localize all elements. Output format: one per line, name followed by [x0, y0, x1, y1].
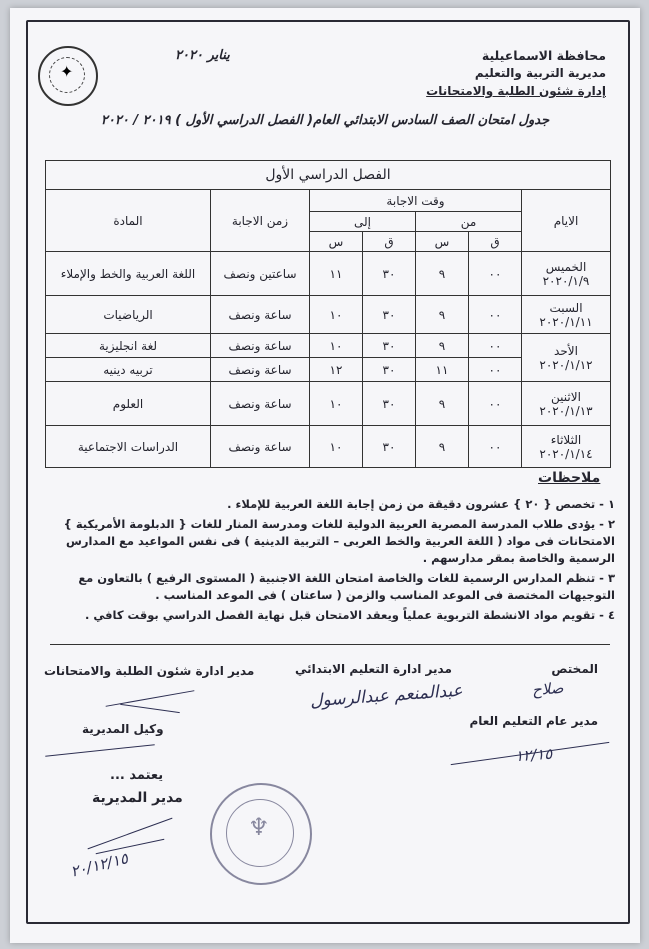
- document-page: [10, 8, 640, 943]
- subject-cell: تربيه دينيه: [46, 358, 211, 382]
- head-signature-date: ٢٠/١٢/١٥: [68, 849, 130, 881]
- to-hours-cell: ١١: [310, 252, 363, 296]
- duration-cell: ساعة ونصف: [211, 296, 310, 334]
- to-hours-cell: ١٠: [310, 334, 363, 358]
- to-minutes-cell: ٣٠: [363, 334, 416, 358]
- eagle-icon: ♆: [248, 813, 270, 841]
- from-minutes-cell: ٠٠: [469, 426, 522, 468]
- from-hours-cell: ٩: [416, 252, 469, 296]
- col-to-hours: س: [310, 232, 363, 252]
- general-director-signature: ١٢/١٥: [514, 744, 553, 766]
- day-cell: الخميس ٢٠٢٠/١/٩: [522, 252, 611, 296]
- duration-cell: ساعة ونصف: [211, 426, 310, 468]
- governorate-name: محافظة الاسماعيلية: [481, 48, 606, 63]
- from-minutes-cell: ٠٠: [469, 334, 522, 358]
- subject-cell: الدراسات الاجتماعية: [46, 426, 211, 468]
- notes-title: ملاحظات: [538, 470, 601, 486]
- table-row: [46, 382, 611, 426]
- directorate-name: مديرية التربية والتعليم: [474, 66, 606, 80]
- from-minutes-cell: ٠٠: [469, 358, 522, 382]
- to-minutes-cell: ٣٠: [363, 382, 416, 426]
- specialist-signature: صلاح: [531, 678, 564, 700]
- subject-cell: العلوم: [46, 382, 211, 426]
- from-minutes-cell: ٠٠: [469, 296, 522, 334]
- col-from: من: [416, 212, 522, 232]
- affairs-director-label: مدير ادارة شئون الطلبة والامتحانات: [44, 664, 255, 678]
- table-row: [46, 426, 611, 468]
- document-date: يناير ٢٠٢٠: [175, 48, 230, 63]
- directorate-head-label: مدير المديرية: [92, 790, 183, 806]
- table-row: [46, 252, 611, 296]
- from-hours-cell: ٩: [416, 426, 469, 468]
- subject-cell: الرياضيات: [46, 296, 211, 334]
- to-hours-cell: ١٠: [310, 426, 363, 468]
- exam-schedule-table: [45, 160, 611, 468]
- duration-cell: ساعتين ونصف: [211, 252, 310, 296]
- col-from-minutes: ق: [469, 232, 522, 252]
- specialist-label: المختص: [551, 662, 598, 676]
- notes-list: [50, 496, 615, 627]
- department-name: إدارة شئون الطلبة والامتحانات: [426, 84, 606, 98]
- note-item: ٣ - تنظم المدارس الرسمية للغات والخاصة امتحان اللغة الاجنبية ( المستوى الرفيع ) بالتعاون مع التوجيهات المختصة فى الموعد المناسب والزمن ( ساعتان ) فى الموعد المناسب .: [78, 571, 615, 602]
- note-item: ٢ - يؤدى طلاب المدرسة المصرية العربية الدولية للغات ومدرسة المنار للغات { الدبلومة الأمريكية } الامتحانات فى مواد ( اللغة العربية والخط العربى – التربية الدينية ) فى نفس المواعيد مع المدارس الرسمية والخاصة بمقر مدارسهم .: [63, 517, 615, 565]
- subject-cell: اللغة العربية والخط والإملاء: [46, 252, 211, 296]
- from-hours-cell: ١١: [416, 358, 469, 382]
- to-hours-cell: ١٢: [310, 358, 363, 382]
- semester-heading: الفصل الدراسي الأول: [46, 161, 611, 190]
- to-minutes-cell: ٣٠: [363, 296, 416, 334]
- duration-cell: ساعة ونصف: [211, 358, 310, 382]
- table-row: [46, 334, 611, 358]
- general-director-label: مدير عام التعليم العام: [469, 714, 598, 728]
- col-days: الايام: [522, 190, 611, 252]
- table-row: [46, 296, 611, 334]
- to-minutes-cell: ٣٠: [363, 426, 416, 468]
- col-to-minutes: ق: [363, 232, 416, 252]
- from-hours-cell: ٩: [416, 296, 469, 334]
- subject-cell: لغة انجليزية: [46, 334, 211, 358]
- col-subject: المادة: [46, 190, 211, 252]
- day-cell: السبت ٢٠٢٠/١/١١: [522, 296, 611, 334]
- duration-cell: ساعة ونصف: [211, 334, 310, 358]
- page-title: جدول امتحان الصف السادس الابتدائي العام( الفصل الدراسي الأول ) ٢٠١٩ / ٢٠٢٠: [100, 113, 550, 128]
- col-answer-time: وقت الاجابة: [310, 190, 522, 212]
- primary-director-signature: عبدالمنعم عبدالرسول: [309, 680, 464, 712]
- from-hours-cell: ٩: [416, 334, 469, 358]
- day-cell: الثلاثاء ٢٠٢٠/١/١٤: [522, 426, 611, 468]
- to-hours-cell: ١٠: [310, 382, 363, 426]
- col-duration: زمن الاجابة: [211, 190, 310, 252]
- from-hours-cell: ٩: [416, 382, 469, 426]
- primary-director-label: مدير ادارة التعليم الابتدائي: [295, 662, 452, 676]
- approved-label: يعتمد ...: [110, 768, 164, 783]
- notes-divider: [50, 644, 610, 645]
- duration-cell: ساعة ونصف: [211, 382, 310, 426]
- note-item: ١ - تخصص { ٢٠ } عشرون دقيقة من زمن إجابة اللغة العربية للإملاء .: [227, 497, 615, 511]
- deputy-label: وكيل المديرية: [82, 722, 164, 736]
- day-cell: الأحد ٢٠٢٠/١/١٢: [522, 334, 611, 382]
- official-stamp: [210, 783, 312, 885]
- from-minutes-cell: ٠٠: [469, 252, 522, 296]
- from-minutes-cell: ٠٠: [469, 382, 522, 426]
- ministry-logo: ✦: [38, 46, 98, 106]
- day-cell: الاثنين ٢٠٢٠/١/١٣: [522, 382, 611, 426]
- col-from-hours: س: [416, 232, 469, 252]
- to-hours-cell: ١٠: [310, 296, 363, 334]
- col-to: إلى: [310, 212, 416, 232]
- to-minutes-cell: ٣٠: [363, 358, 416, 382]
- to-minutes-cell: ٣٠: [363, 252, 416, 296]
- note-item: ٤ - تقويم مواد الانشطة التربوية عملياً ويعقد الامتحان قبل نهاية الفصل الدراسي بوقت كافي .: [84, 608, 615, 622]
